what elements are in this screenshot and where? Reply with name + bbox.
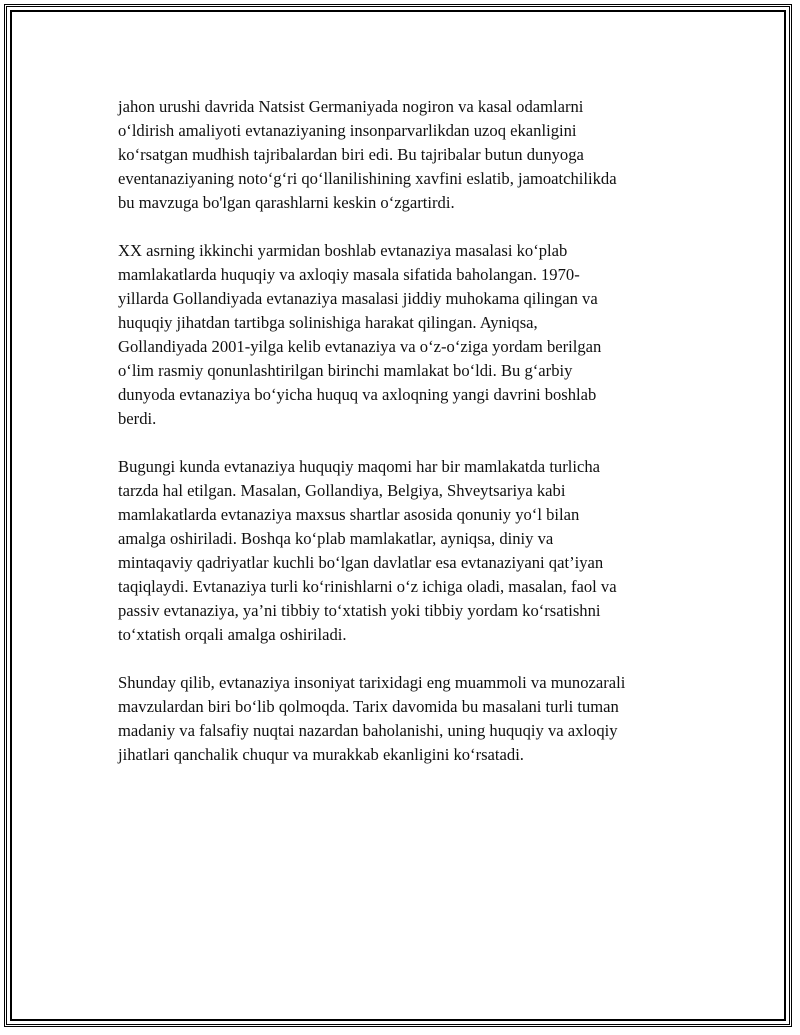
text-line: berdi. (118, 409, 157, 428)
text-line: taqiqlaydi. Evtanaziya turli ko‘rinishlarni o‘z ichiga oladi, masalan, faol va (118, 577, 617, 596)
text-line: Bugungi kunda evtanaziya huquqiy maqomi har bir mamlakatda turlicha (118, 457, 601, 476)
paragraph-4 (118, 671, 688, 767)
text-line: madaniy va falsafiy nuqtai nazardan baholanishi, uning huquqiy va axloqiy (118, 721, 618, 740)
text-line: bu mavzuga bo'lgan qarashlarni keskin o‘zgartirdi. (118, 193, 455, 212)
text-line: o‘ldirish amaliyoti evtanaziyaning insonparvarlikdan uzoq ekanligini (118, 121, 577, 140)
text-line: passiv evtanaziya, ya’ni tibbiy to‘xtatish yoki tibbiy yordam ko‘rsatishni (118, 601, 601, 620)
text-line: mintaqaviy qadriyatlar kuchli bo‘lgan davlatlar esa evtanaziyani qat’iyan (118, 553, 604, 572)
text-line: dunyoda evtanaziya bo‘yicha huquq va axloqning yangi davrini boshlab (118, 385, 597, 404)
text-line: ko‘rsatgan mudhish tajribalardan biri edi. Bu tajribalar butun dunyoga (118, 145, 584, 164)
paragraph-1 (118, 95, 688, 215)
text-line: XX asrning ikkinchi yarmidan boshlab evtanaziya masalasi ko‘plab (118, 241, 568, 260)
document-body (118, 95, 688, 791)
text-line: mavzulardan biri bo‘lib qolmoqda. Tarix davomida bu masalani turli tuman (118, 697, 619, 716)
text-line: huquqiy jihatdan tartibga solinishiga harakat qilingan. Ayniqsa, (118, 313, 538, 332)
text-line: amalga oshiriladi. Boshqa ko‘plab mamlakatlar, ayniqsa, diniy va (118, 529, 554, 548)
text-line: yillarda Gollandiyada evtanaziya masalasi jiddiy muhokama qilingan va (118, 289, 598, 308)
text-line: to‘xtatish orqali amalga oshiriladi. (118, 625, 347, 644)
paragraph-2 (118, 239, 688, 431)
text-line: Gollandiyada 2001-yilga kelib evtanaziya va o‘z-o‘ziga yordam berilgan (118, 337, 602, 356)
text-line: mamlakatlarda huquqiy va axloqiy masala sifatida baholangan. 1970- (118, 265, 580, 284)
text-line: Shunday qilib, evtanaziya insoniyat tarixidagi eng muammoli va munozarali (118, 673, 626, 692)
text-line: jahon urushi davrida Natsist Germaniyada nogiron va kasal odamlarni (118, 97, 584, 116)
text-line: tarzda hal etilgan. Masalan, Gollandiya, Belgiya, Shveytsariya kabi (118, 481, 566, 500)
text-line: eventanaziyaning noto‘g‘ri qo‘llanilishining xavfini eslatib, jamoatchilikda (118, 169, 617, 188)
text-line: jihatlari qanchalik chuqur va murakkab ekanligini ko‘rsatadi. (118, 745, 524, 764)
text-line: o‘lim rasmiy qonunlashtirilgan birinchi mamlakat bo‘ldi. Bu g‘arbiy (118, 361, 573, 380)
text-line: mamlakatlarda evtanaziya maxsus shartlar asosida qonuniy yo‘l bilan (118, 505, 580, 524)
paragraph-3 (118, 455, 688, 647)
